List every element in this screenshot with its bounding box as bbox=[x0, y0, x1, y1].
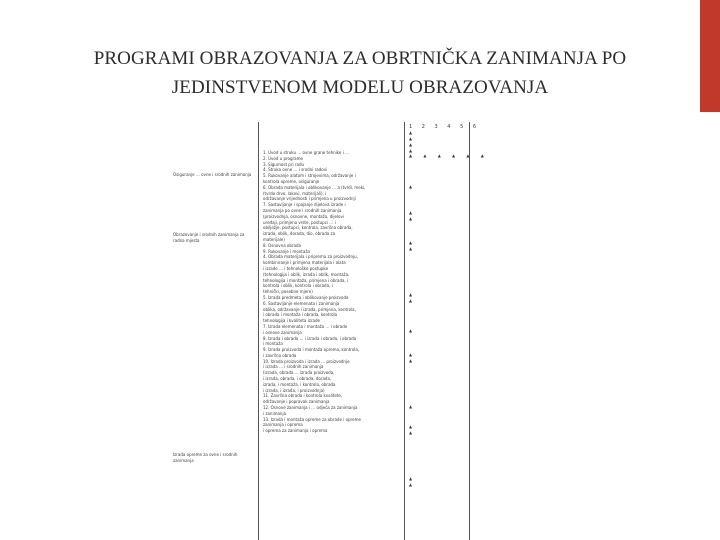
accent-bar bbox=[700, 0, 720, 112]
content-line: kontrola i oblik, kontrola i obrada, i bbox=[263, 283, 333, 289]
content-line: 12. Osnove zanimanja i … odjeća za zanimanja bbox=[263, 405, 358, 411]
grade-mark: ▲ bbox=[409, 216, 413, 221]
grade-mark: ▲ bbox=[409, 358, 413, 363]
content-line: kombiniranje i primjena materijala i alata bbox=[263, 260, 346, 266]
grade-mark: ▲ bbox=[409, 476, 413, 481]
grade-mark: ▲ bbox=[409, 298, 413, 303]
grade-mark: ▲ bbox=[409, 404, 413, 409]
table-row-label: Izrada opreme za ovne i srodnih zanimanja bbox=[173, 452, 238, 463]
grade-mark: ▲ bbox=[409, 328, 413, 333]
content-line: tehnologija i kvaliteta izrade bbox=[263, 318, 320, 324]
content-line: 7. Sastavljanje i spajanje dijelova izrade i bbox=[263, 202, 346, 208]
content-line: 5. Izrada predmeta i oblikovanje proizvoda bbox=[263, 294, 349, 300]
content-line: 3. Sigurnost pri radu bbox=[263, 161, 305, 167]
grade-mark: ▲ bbox=[409, 148, 413, 153]
content-line: 7. Izrada elemenata i montaža … i obrade bbox=[263, 323, 348, 329]
content-line: (proizvodnja, osnovne, montaža, dijelovi bbox=[263, 213, 344, 219]
content-line: (izrada, obrada … izrada proizvoda, bbox=[263, 370, 335, 376]
content-line: zanimanja po ovne i srodnih zanimanja bbox=[263, 207, 342, 213]
content-line: izrada, i montaža, i kontrola, obrada bbox=[263, 381, 336, 387]
content-line: (tvrdo drvo, lakovi, materijali), i bbox=[263, 190, 327, 196]
grade-mark: ▲ bbox=[409, 136, 413, 141]
table-column-subjects bbox=[170, 122, 258, 540]
content-line: tehnički, posebne mjere) bbox=[263, 289, 313, 295]
content-line: održavanje vrijednosti i primjena u proizvodnji bbox=[263, 196, 356, 202]
content-line: i izrada, i izrada, i proizvodnja) bbox=[263, 387, 325, 393]
content-line: tehnologija i montaža, primjena i obrada, i bbox=[263, 277, 349, 283]
grade-marks-column bbox=[409, 184, 412, 488]
content-line: 8. Osnovna obrada bbox=[263, 242, 301, 248]
content-line: zanimanja i oprema bbox=[263, 422, 303, 428]
grade-mark: ▲ bbox=[409, 210, 413, 215]
table-column-content bbox=[258, 122, 405, 540]
content-line: i obrada i montaža i obrada, kontrola bbox=[263, 312, 338, 318]
grade-mark: ▲ bbox=[409, 430, 413, 435]
content-line: i montaža bbox=[263, 341, 283, 347]
content-line: 13. Izrada i montaža opreme za obrade i opreme bbox=[263, 416, 361, 422]
content-line: 9. Izrada proizvoda i montaža oprema, kontrola, bbox=[263, 347, 360, 353]
content-line: 1. Uvod u struku … ovne grane tehnike i … bbox=[263, 150, 350, 155]
page-title: PROGRAMI OBRAZOVANJA ZA OBRTNIČKA ZANIMANJA PO JEDINSTVENOM MODELU OBRAZOVANJA bbox=[93, 48, 627, 98]
content-line: 5. Rukovanje alatom i strojevima, održavanje i bbox=[263, 173, 356, 179]
grade-marks-top bbox=[409, 130, 412, 154]
content-line: i izrada … i srodnih zanimanja bbox=[263, 364, 324, 370]
grade-mark: ▲ bbox=[409, 130, 413, 135]
content-line: materijale) bbox=[263, 236, 285, 242]
grade-mark: ▲ bbox=[409, 240, 413, 245]
content-line: oblika, održavanje i izrada, primjena, kontrola, bbox=[263, 306, 356, 312]
grade-row: ▲ ▲ ▲ ▲ ▲ ▲ bbox=[409, 153, 489, 158]
content-line: 6. Sastavljanje elemenata i zanimanja bbox=[263, 300, 340, 306]
grade-mark: ▲ bbox=[409, 246, 413, 251]
table-row-label: Osiguranje … ovne i srodnih zanimanja bbox=[173, 172, 252, 177]
grade-mark: ▲ bbox=[409, 424, 413, 429]
content-line: održavanje i popravak zanimanja bbox=[263, 399, 330, 405]
content-line: 4. Obrada materijala i priprema za proizvodnju, bbox=[263, 254, 358, 260]
content-list bbox=[263, 150, 403, 434]
content-line: 11. Završna obrada i kontrola kvalitete, bbox=[263, 393, 343, 399]
content-line: 10. Izrada proizvoda i izrada … proizvodnje bbox=[263, 358, 350, 364]
content-line: 6. Obrada materijala i oblikovanje … a (tvrdi, meki, bbox=[263, 184, 366, 190]
content-line: i izrada, obrada, i obrada, dorada, bbox=[263, 376, 332, 382]
grade-mark: ▲ bbox=[409, 352, 413, 357]
content-line: izrada, oblik, dorada, dio, obrada za bbox=[263, 231, 336, 237]
content-line: i završna obrada bbox=[263, 352, 297, 358]
content-line: i izrade … i tehnološke postupke bbox=[263, 265, 329, 271]
content-line: 8. Izrada i obrada … i izrada i obrada, i obrada bbox=[263, 335, 357, 341]
grade-mark: ▲ bbox=[409, 292, 413, 297]
content-line: 4. Struka ovne … i srodni radovi bbox=[263, 167, 328, 173]
table-row-label: Obrazovanje i srodnih zanimanja za radna mjesta bbox=[173, 232, 245, 243]
grade-numbers-header: 1 2 3 4 5 6 bbox=[409, 124, 481, 130]
content-line: 9. Rukovanje i montaža bbox=[263, 248, 310, 254]
grade-mark: ▲ bbox=[409, 184, 413, 189]
content-line: i oprema za zanimanja i oprema bbox=[263, 428, 328, 434]
grade-mark: ▲ bbox=[409, 142, 413, 147]
content-line: obilježje, postupci, kontrola, završna obrada, bbox=[263, 225, 353, 231]
table-column-grades bbox=[404, 122, 489, 540]
content-line: uređaji, primjena vrste, postupci … i bbox=[263, 219, 336, 225]
content-line: i osnove zanimanja bbox=[263, 329, 302, 335]
content-line: kontrola opreme, osiguranje bbox=[263, 178, 320, 184]
content-line: i zanimanja bbox=[263, 410, 287, 416]
curriculum-table bbox=[170, 122, 489, 540]
content-line: 2. Uvod u programe bbox=[263, 155, 303, 161]
grade-mark: ▲ bbox=[409, 482, 413, 487]
content-line: (tehnologija i oblik, izrada i oblik, montaža, bbox=[263, 271, 350, 277]
